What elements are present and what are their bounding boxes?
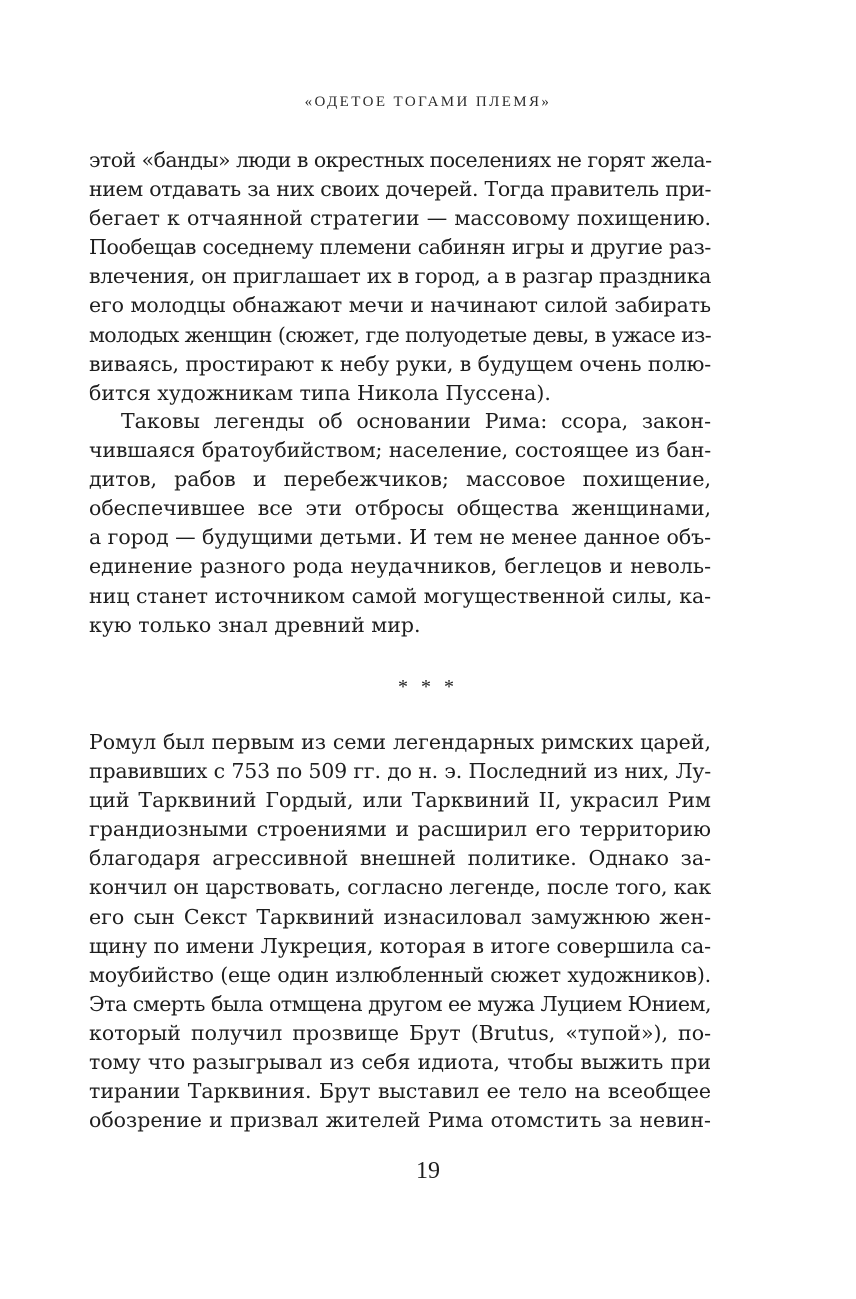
- text-line: обозрение и призвал жителей Рима отомстить за невин-: [89, 1108, 711, 1133]
- text-line: который получил прозвище Брут (Brutus, «тупой»), по-: [89, 1020, 711, 1045]
- text-line: обеспечившее все эти отбросы общества женщинами,: [89, 496, 711, 521]
- text-line: кую только знал древний мир.: [89, 612, 421, 637]
- text-line: дитов, рабов и перебежчиков; массовое похищение,: [89, 467, 711, 492]
- text-line: виваясь, простирают к небу руки, в будущем очень полю-: [89, 351, 711, 376]
- page-number: 19: [416, 1158, 440, 1184]
- text-line: Ромул был первым из семи легендарных римских царей,: [89, 730, 711, 754]
- text-line: чившаяся братоубийством; население, состоящее из бан-: [89, 438, 711, 463]
- text-line: Таковы легенды об основании Рима: ссора, закон-: [121, 409, 711, 433]
- running-head: «ОДЕТОЕ ТОГАМИ ПЛЕМЯ»: [304, 94, 552, 110]
- paragraph-3: [89, 728, 711, 1135]
- text-line: его молодцы обнажают мечи и начинают силой забирать: [89, 293, 711, 318]
- paragraph-1: [89, 146, 711, 408]
- text-line: этой «банды» люди в окрестных поселениях не горят жела-: [89, 148, 712, 172]
- text-line: тому что разыгрывал из себя идиота, чтобы выжить при: [89, 1050, 711, 1075]
- section-break-asterism: * * *: [398, 676, 458, 698]
- text-line: Пообещав соседнему племени сабинян игры и другие раз-: [89, 235, 711, 260]
- text-line: правивших с 753 по 509 гг. до н. э. Последний из них, Лу-: [89, 759, 711, 784]
- text-line: нием отдавать за них своих дочерей. Тогда правитель при-: [89, 177, 711, 202]
- text-line: молодых женщин (сюжет, где полуодетые девы, в ужасе из-: [89, 322, 711, 347]
- text-line: его сын Секст Тарквиний изнасиловал замужнюю жен-: [89, 904, 711, 929]
- text-line: благодаря агрессивной внешней политике. Однако за-: [89, 846, 711, 871]
- text-line: бегает к отчаянной стратегии — массовому похищению.: [89, 206, 711, 231]
- text-line: единение разного рода неудачников, беглецов и неволь-: [89, 554, 711, 579]
- text-line: тирании Тарквиния. Брут выставил ее тело на всеобщее: [89, 1079, 711, 1104]
- text-line: моубийство (еще один излюбленный сюжет художников).: [89, 962, 711, 987]
- text-line: грандиозными строениями и расширил его территорию: [89, 817, 711, 842]
- text-line: влечения, он приглашает их в город, а в разгар праздника: [89, 264, 711, 289]
- paragraph-2: [89, 407, 711, 640]
- text-line: а город — будущими детьми. И тем не менее данное объ-: [89, 525, 711, 550]
- text-line: кончил он царствовать, согласно легенде, после того, как: [89, 875, 711, 900]
- text-line: бится художникам типа Никола Пуссена).: [89, 380, 551, 405]
- text-line: ниц станет источником самой могущественной силы, ка-: [89, 583, 711, 608]
- text-line: ций Тарквиний Гордый, или Тарквиний II, украсил Рим: [89, 788, 711, 813]
- text-line: Эта смерть была отмщена другом ее мужа Луцием Юнием,: [89, 991, 711, 1016]
- text-line: щину по имени Лукреция, которая в итоге совершила са-: [89, 933, 711, 958]
